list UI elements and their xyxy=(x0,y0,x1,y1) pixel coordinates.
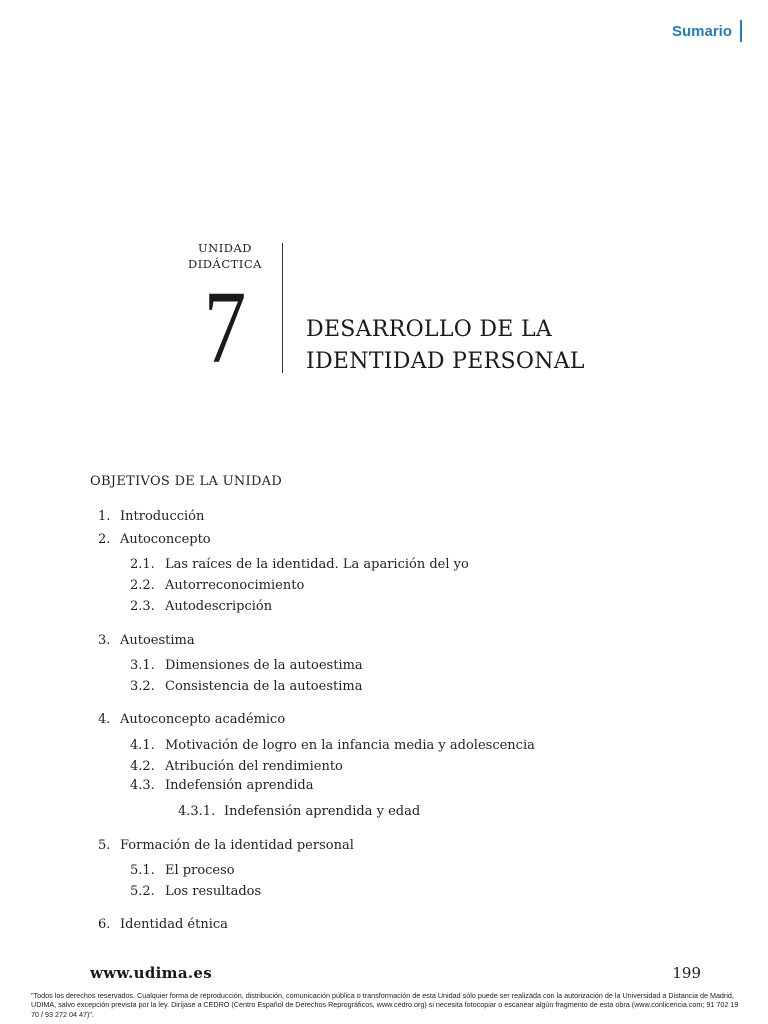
toc-item-text: Los resultados xyxy=(165,884,262,899)
toc-item xyxy=(98,712,285,727)
toc-item-number: 4. xyxy=(98,712,111,727)
toc-item-number: 4.2. xyxy=(130,759,155,774)
toc-item-text: El proceso xyxy=(165,863,235,878)
unit-title xyxy=(306,314,585,378)
objectives-heading: OBJETIVOS DE LA UNIDAD xyxy=(90,474,283,489)
legal-notice: "Todos los derechos reservados. Cualquier forma de reproducción, distribución, comunicación pública o transformación de esta Unidad sólo puede ser realizada con la autorización de la Universidad a Distancia de Madrid, UDIMA, salvo excepción prevista por la ley. Diríjase a CEDRO (Centro Español de Derechos Reprográficos, www.cedro.org) si necesita fotocopiar o escanear algún fragmento de esta obra (www.conlicencia.com; 91 702 19 70 / 93 272 04 47)". xyxy=(31,991,739,1019)
toc-item xyxy=(130,759,343,774)
toc-item xyxy=(130,679,362,694)
toc-item-text: Identidad étnica xyxy=(120,917,228,932)
toc-item-number: 1. xyxy=(98,509,111,524)
toc-item xyxy=(98,917,228,932)
toc-item-text: Consistencia de la autoestima xyxy=(165,679,363,694)
unit-label-line1: UNIDAD xyxy=(197,241,253,255)
toc-item xyxy=(130,557,469,572)
sumario-bar xyxy=(740,20,742,42)
toc-item-text: Indefensión aprendida y edad xyxy=(224,804,421,819)
toc-item-number: 2. xyxy=(98,532,111,547)
unit-title-line2: IDENTIDAD PERSONAL xyxy=(306,349,585,374)
toc-item-number: 4.3. xyxy=(130,778,155,793)
toc-item-text: Formación de la identidad personal xyxy=(120,838,354,853)
toc-item xyxy=(130,863,235,878)
toc-item-number: 6. xyxy=(98,917,111,932)
toc-item xyxy=(98,509,204,524)
toc-item xyxy=(130,738,535,753)
toc-item xyxy=(98,532,211,547)
toc-item-text: Las raíces de la identidad. La aparición del yo xyxy=(165,557,469,572)
toc-item-text: Autoestima xyxy=(120,633,195,648)
toc-item xyxy=(130,658,363,673)
toc-item-text: Dimensiones de la autoestima xyxy=(165,658,363,673)
toc-item-number: 5. xyxy=(98,838,111,853)
toc-item xyxy=(98,838,354,853)
toc-item-text: Introducción xyxy=(120,509,205,524)
page-number: 199 xyxy=(672,964,701,982)
sumario-label: Sumario xyxy=(671,22,732,40)
toc-item-text: Autoconcepto xyxy=(120,532,211,547)
toc-item-number: 3. xyxy=(98,633,111,648)
toc-item-number: 4.1. xyxy=(130,738,155,753)
toc-item-number: 3.1. xyxy=(130,658,155,673)
toc-item xyxy=(130,578,304,593)
toc-item-number: 2.2. xyxy=(130,578,155,593)
toc-item-text: Atribución del rendimiento xyxy=(165,759,343,774)
toc-item-number: 5.1. xyxy=(130,863,155,878)
toc-item xyxy=(130,778,313,793)
unit-title-line1: DESARROLLO DE LA xyxy=(306,317,553,342)
toc-item xyxy=(130,884,261,899)
footer-url[interactable]: www.udima.es xyxy=(90,964,212,982)
unit-label xyxy=(180,240,270,272)
toc-item-text: Autodescripción xyxy=(165,599,273,614)
toc-item-text: Autorreconocimiento xyxy=(165,578,305,593)
toc-item xyxy=(130,599,272,614)
toc-item-number: 3.2. xyxy=(130,679,155,694)
toc-item-number: 4.3.1. xyxy=(178,804,216,819)
toc-item-number: 5.2. xyxy=(130,884,155,899)
toc-item-text: Autoconcepto académico xyxy=(120,712,286,727)
toc-item xyxy=(98,633,195,648)
toc-item-text: Indefensión aprendida xyxy=(165,778,314,793)
toc-item-text: Motivación de logro en la infancia media y adolescencia xyxy=(165,738,535,753)
toc-item xyxy=(178,804,420,819)
sumario-link[interactable] xyxy=(672,20,742,42)
toc-item-number: 2.3. xyxy=(130,599,155,614)
unit-label-line2: DIDÁCTICA xyxy=(188,257,262,271)
title-divider xyxy=(282,243,283,373)
unit-number: 7 xyxy=(203,270,247,385)
toc-item-number: 2.1. xyxy=(130,557,155,572)
